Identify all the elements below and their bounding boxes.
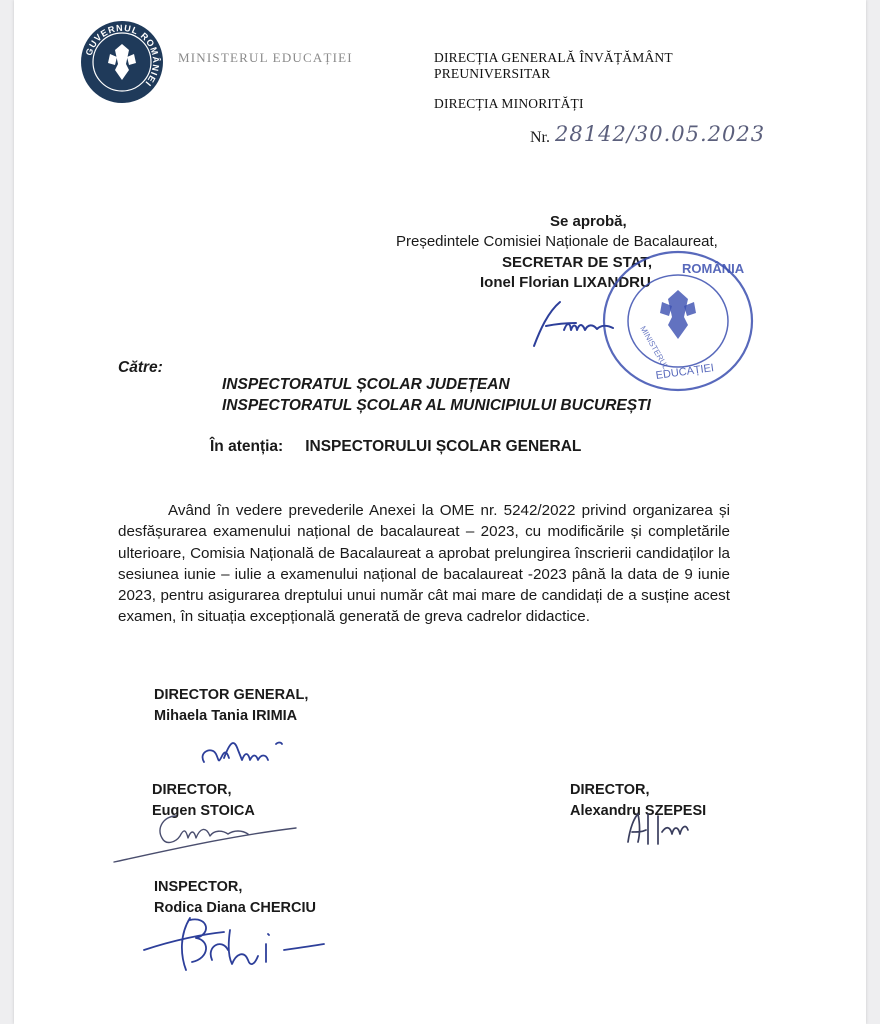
director2-name: Alexandru SZEPESI <box>570 803 707 819</box>
director1-signature <box>110 806 300 868</box>
director1-title: DIRECTOR, <box>152 782 232 798</box>
inspector-signature <box>134 910 344 980</box>
approval-signature <box>526 296 656 354</box>
recipients-label: Către: <box>118 359 163 376</box>
svg-text:MINISTERUL: MINISTERUL <box>638 324 671 371</box>
director-general-name: Mihaela Tania IRIMIA <box>154 708 298 724</box>
directorate-general-line1: DIRECȚIA GENERALĂ ÎNVĂȚĂMÂNT <box>434 50 673 65</box>
registration-number-value: 28142/30.05.2023 <box>555 122 766 146</box>
attention-label: În atenția: <box>210 438 284 455</box>
approval-title: SECRETAR DE STAT, <box>502 254 653 271</box>
body-paragraph <box>118 500 730 628</box>
approval-name: Ionel Florian LIXANDRU <box>480 274 651 291</box>
director2-signature <box>622 808 692 850</box>
attention-line <box>210 438 581 456</box>
attention-value: INSPECTORULUI ȘCOLAR GENERAL <box>305 438 582 455</box>
seal-text: GUVERNUL ROMÂNIEI <box>83 22 162 89</box>
government-seal-logo <box>80 20 164 104</box>
director1-name: Eugen STOICA <box>152 803 255 819</box>
document-page <box>14 0 866 1024</box>
directorate-general-line2: PREUNIVERSITAR <box>434 66 551 81</box>
ministry-name: MINISTERUL EDUCAȚIEI <box>178 50 353 65</box>
registration-number-label: Nr. <box>530 129 550 146</box>
recipient-line2: INSPECTORATUL ȘCOLAR AL MUNICIPIULUI BUCUREȘTI <box>222 397 651 414</box>
svg-text:EDUCAȚIEI: EDUCAȚIEI <box>654 361 715 383</box>
body-paragraph-text: Având în vedere prevederile Anexei la OME nr. 5242/2022 privind organizarea și desfășurarea examenului național de bacalaureat – 2023, cu modificările și completările ulterioare, Comisia Națională de Bacalaureat a aprobat prelungirea înscrierii candidaților la sesiunea iunie – iulie a examenului național de bacalaureat -2023 până la data de 9 iunie 2023, pentru asigurarea dreptului unui număr cât mai mare de candidați de a susține acest examen, în situația excepțională generată de greva cadrelor didactice. <box>118 502 730 626</box>
director2-title: DIRECTOR, <box>570 782 650 798</box>
approval-heading: Se aprobă, <box>550 213 627 230</box>
svg-text:ROMÂNIA: ROMÂNIA <box>682 261 745 276</box>
inspector-name: Rodica Diana CHERCIU <box>154 900 316 916</box>
directorate-minorities: DIRECȚIA MINORITĂȚI <box>434 96 584 111</box>
inspector-title: INSPECTOR, <box>154 879 243 895</box>
recipient-line1: INSPECTORATUL ȘCOLAR JUDEȚEAN <box>222 376 510 393</box>
approval-role: Președintele Comisiei Naționale de Bacalaureat, <box>396 233 718 250</box>
director-general-block <box>154 685 308 727</box>
director-general-signature <box>190 734 300 774</box>
director-general-title: DIRECTOR GENERAL, <box>154 687 309 703</box>
